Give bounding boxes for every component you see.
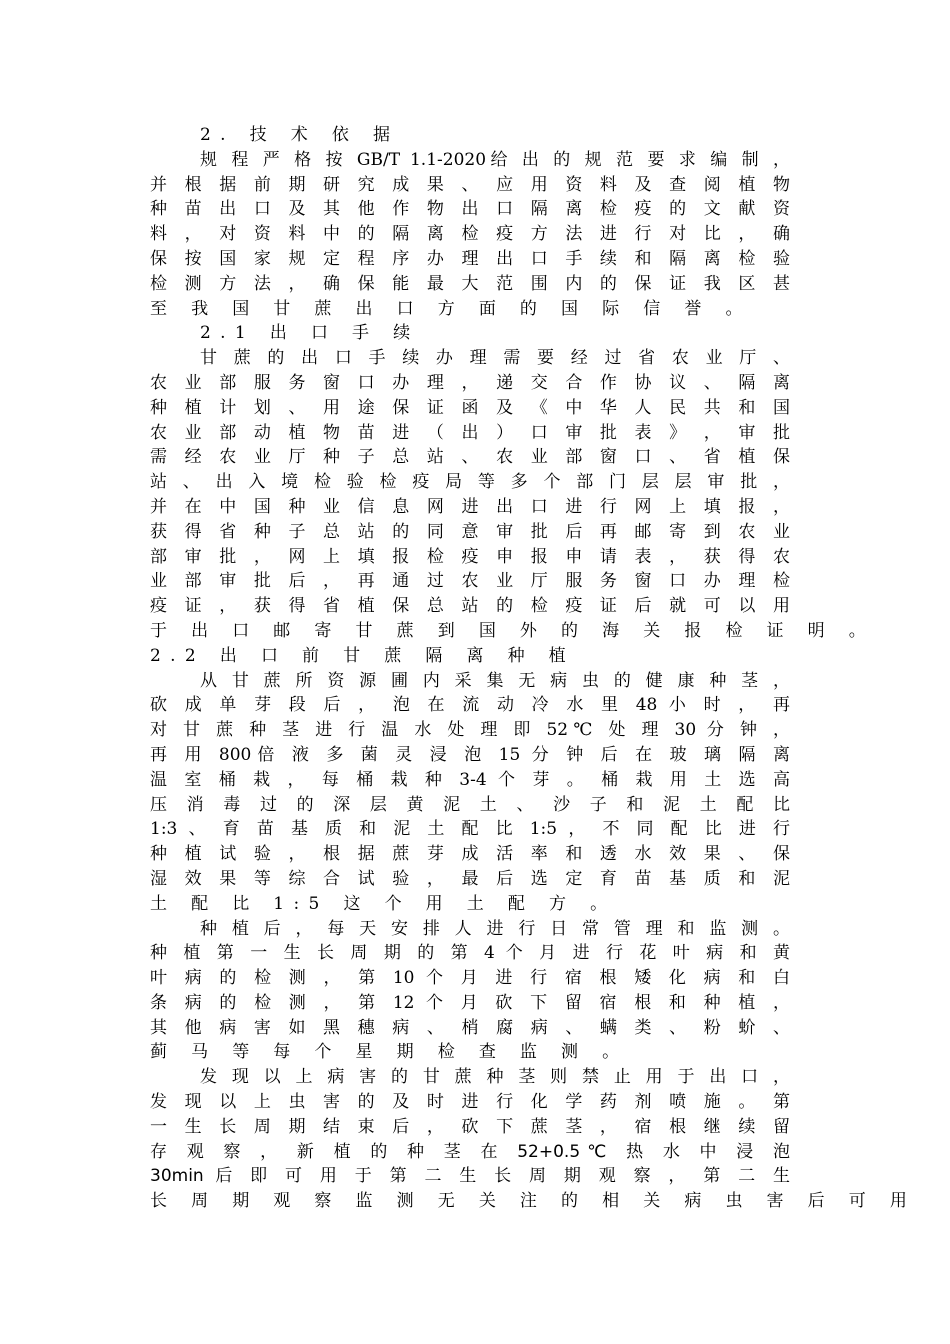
paragraph-line: 并 在 中 国 种 业 信 息 网 进 出 口 进 行 网 上 填 报 ， — [150, 496, 790, 517]
paragraph-line: 种 植 计 划 、 用 途 保 证 函 及 《 中 华 人 民 共 和 国 — [150, 397, 790, 418]
paragraph-line: 至 我 国 甘 蔗 出 口 方 面 的 国 际 信 誉 。 — [150, 298, 752, 319]
paragraph-line: 疫 证 ， 获 得 省 植 保 总 站 的 检 疫 证 后 就 可 以 用 — [150, 596, 790, 617]
paragraph-line: 其 他 病 害 如 黑 穗 病 、 梢 腐 病 、 螨 类 、 粉 蚧 、 — [150, 1017, 790, 1038]
paragraph-line: 种 苗 出 口 及 其 他 作 物 出 口 隔 离 检 疫 的 文 献 资 — [150, 199, 790, 220]
paragraph-line: 从 甘 蔗 所 资 源 圃 内 采 集 无 病 虫 的 健 康 种 茎 ， — [200, 670, 790, 691]
paragraph-line: 种 植 第 一 生 长 周 期 的 第 4 个 月 进 行 花 叶 病 和 黄 — [150, 943, 790, 964]
paragraph-line: 并 根 据 前 期 研 究 成 果 、 应 用 资 料 及 查 阅 植 物 — [150, 174, 790, 195]
paragraph-line: 部 审 批 ， 网 上 填 报 检 疫 申 报 申 请 表 ， 获 得 农 — [150, 546, 790, 567]
paragraph-line: 种 植 试 验 ， 根 据 蔗 芽 成 活 率 和 透 水 效 果 、 保 — [150, 844, 790, 865]
paragraph-line: 湿 效 果 等 综 合 试 验 ， 最 后 选 定 育 苗 基 质 和 泥 — [150, 868, 790, 889]
section-heading: 2. 技 术 依 据 — [200, 125, 400, 145]
paragraph-line: 压 消 毒 过 的 深 层 黄 泥 土 、 沙 子 和 泥 土 配 比 — [150, 794, 790, 815]
paragraph-line: 一 生 长 周 期 结 束 后 ， 砍 下 蔗 茎 ， 宿 根 继 续 留 — [150, 1116, 790, 1137]
paragraph-line: 土 配 比 1:5 这 个 用 土 配 方 。 — [150, 893, 617, 914]
paragraph-line: 叶 病 的 检 测 ， 第 10 个 月 进 行 宿 根 矮 化 病 和 白 — [150, 968, 790, 989]
paragraph-line: 条 病 的 检 测 ， 第 12 个 月 砍 下 留 宿 根 和 种 植 ， — [150, 992, 790, 1013]
paragraph-line: 农 业 部 动 植 物 苗 进 （ 出 ） 口 审 批 表 》 ， 审 批 — [150, 422, 790, 443]
paragraph-line: 温 室 桶 栽 ， 每 桶 栽 种 3-4 个 芽 。 桶 栽 用 土 选 高 — [150, 769, 790, 790]
paragraph-line: 甘 蔗 的 出 口 手 续 办 理 需 要 经 过 省 农 业 厅 、 — [200, 348, 790, 369]
paragraph-line: 发 现 以 上 病 害 的 甘 蔗 种 茎 则 禁 止 用 于 出 口 ， — [200, 1067, 790, 1088]
paragraph-line: 存 观 察 ， 新 植 的 种 茎 在 52+0.5℃ 热 水 中 浸 泡 — [150, 1141, 790, 1162]
document-body — [150, 123, 917, 1214]
paragraph-line: 再 用 800倍 液 多 菌 灵 浸 泡 15 分 钟 后 在 玻 璃 隔 离 — [150, 744, 790, 765]
paragraph-line: 30min 后 即 可 用 于 第 二 生 长 周 期 观 察 ， 第 二 生 — [150, 1166, 790, 1187]
paragraph-line: 料 ， 对 资 料 中 的 隔 离 检 疫 方 法 进 行 对 比 ， 确 — [150, 224, 790, 245]
paragraph-line: 检 测 方 法 ， 确 保 能 最 大 范 围 内 的 保 证 我 区 甚 — [150, 273, 790, 294]
paragraph-line: 站 、 出 入 境 检 验 检 疫 局 等 多 个 部 门 层 层 审 批 ， — [150, 472, 790, 493]
paragraph-line: 发 现 以 上 虫 害 的 及 时 进 行 化 学 药 剂 喷 施 。 第 — [150, 1092, 790, 1113]
paragraph-line: 于 出 口 邮 寄 甘 蔗 到 国 外 的 海 关 报 检 证 明 。 — [150, 620, 876, 641]
paragraph-line: 保 按 国 家 规 定 程 序 办 理 出 口 手 续 和 隔 离 检 验 — [150, 248, 790, 269]
section-heading: 2.1 出 口 手 续 — [200, 323, 420, 344]
paragraph-line: 业 部 审 批 后 ， 再 通 过 农 业 厅 服 务 窗 口 办 理 检 — [150, 571, 790, 592]
paragraph-line: 农 业 部 服 务 窗 口 办 理 ， 递 交 合 作 协 议 、 隔 离 — [150, 372, 790, 393]
paragraph-line: 获 得 省 种 子 总 站 的 同 意 审 批 后 再 邮 寄 到 农 业 — [150, 521, 790, 542]
paragraph-line: 长 周 期 观 察 监 测 无 关 注 的 相 关 病 虫 害 后 可 用 — [150, 1191, 917, 1212]
paragraph-line: 规 程 严 格 按 GB/T 1.1-2020给 出 的 规 范 要 求 编 制 ， — [200, 149, 790, 170]
paragraph-line: 蓟 马 等 每 个 星 期 检 查 监 测 。 — [150, 1042, 629, 1063]
section-heading: 2.2 出 口 前 甘 蔗 隔 离 种 植 — [150, 645, 576, 666]
paragraph-line: 种 植 后 ， 每 天 安 排 人 进 行 日 常 管 理 和 监 测 。 — [200, 918, 790, 939]
paragraph-line: 对 甘 蔗 种 茎 进 行 温 水 处 理 即 52℃ 处 理 30 分 钟 ， — [150, 720, 790, 741]
paragraph-line: 1:3 、 育 苗 基 质 和 泥 土 配 比 1:5 ， 不 同 配 比 进 行 — [150, 819, 790, 840]
paragraph-line: 砍 成 单 芽 段 后 ， 泡 在 流 动 冷 水 里 48 小 时 ， 再 — [150, 695, 790, 716]
paragraph-line: 需 经 农 业 厅 种 子 总 站 、 农 业 部 窗 口 、 省 植 保 — [150, 447, 790, 468]
